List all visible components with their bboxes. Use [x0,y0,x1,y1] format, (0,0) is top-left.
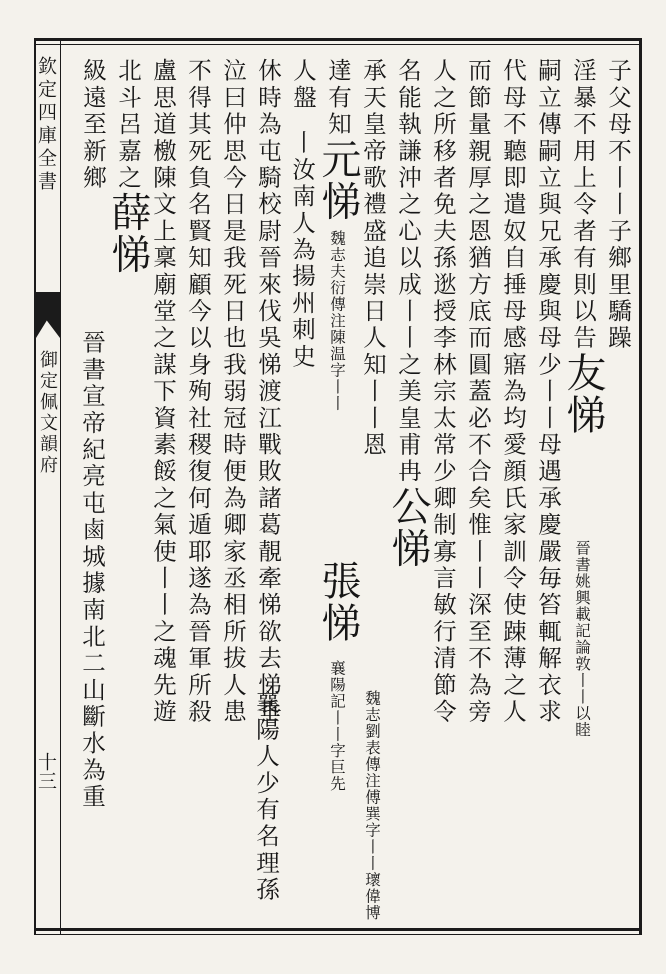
column-text: 休時為屯騎校尉晉來伐吳悌渡江戰敗諸葛靚牽悌欲去悌垂 [254,58,282,726]
annotation-text: 魏志夫衍傳注陳温字丨丨 [328,230,346,412]
column-text: 代母不聽即遣奴自捶母感寤為均愛顔氏家訓令使踈薄之人 [499,58,527,726]
frame-top-rule [34,38,642,41]
annotation-block [76,330,110,920]
entry-heading: 友悌 [560,351,606,436]
text-column-15 [105,58,151,918]
annotation-block [321,230,355,530]
entry-heading: 張悌 [315,560,361,644]
annotation-text: 晉書宣帝紀亮屯鹵城據南北二山斷水為重 [78,330,106,811]
text-column-13 [180,58,216,918]
annotation-block [566,540,600,920]
entry-heading: 元悌 [315,138,361,223]
column-text: 子父母不丨丨子鄉里驕躁 [604,58,632,352]
section-title: 御定佩文韻府 [37,350,58,476]
frame-right-rule [639,38,642,935]
column-text: 名能執謙沖之心以成丨丨之美皇甫冉 [394,58,422,486]
column-text: 人盤 [289,58,317,112]
column-text: 泣曰仲思今日是我死日也我弱冠時便為卿家丞相所拔人患 [219,58,247,726]
entry-heading: 薛悌 [105,191,151,276]
text-column-4 [495,58,531,918]
column-text: 嗣立傳嗣立與兄承慶與母少丨丨母遇承慶嚴毎笞輒解衣求 [534,58,562,726]
fish-tail-mark [36,292,60,338]
annotation-block [321,660,355,920]
column-text: 人之所移者免夫孫逖授李林宗太常少卿制寡言敏行清節令 [429,58,457,726]
text-column-1 [600,58,636,918]
frame-bottom-inner-rule [34,934,642,935]
margin-column-rule [60,38,61,935]
frame-bottom-rule [34,928,642,931]
annotation-text: 魏志劉表傳注傅巽字丨丨瓌偉博 [363,690,381,921]
column-text: 淫暴不用上令者有則以告 [569,58,597,352]
text-column-5 [460,58,496,918]
frame-top-inner-rule [34,44,642,45]
column-text: 達有知 [324,58,352,139]
column-text: 而節量親厚之恩猶方底而圓蓋必不合矣惟丨丨深至不為旁 [464,58,492,726]
annotation-block [250,690,284,920]
annotation-text: 襄陽記丨丨字巨先 [328,660,346,792]
column-text: 盧思道檄陳文上稟廟堂之謀下資素餒之氣使丨丨之魂先遊 [149,58,177,726]
entry-heading: 公悌 [385,485,431,570]
column-text: 不得其死負名賢知顧今以身殉社稷復何遁耶遂為晉軍所殺 [184,58,212,726]
book-title: 欽定四庫全書 [35,56,57,194]
annotation-text: 丨汝南人為揚州刺史 [288,130,316,371]
annotation-text: 晉書姚興載記論敦丨丨以睦 [573,540,591,738]
annotation-block [356,690,390,920]
column-text: 北斗呂嘉之 [114,58,142,192]
text-column-3 [530,58,566,918]
text-column-14 [145,58,181,918]
text-column-12 [215,58,251,918]
annotation-text: 襄陽人少有名理孫 [252,690,280,904]
folio-number: 十三 [35,752,57,790]
text-column-7 [385,58,431,918]
column-text: 承天皇帝歌禮盛追崇日人知丨丨恩 [359,58,387,459]
column-text: 級遠至新鄉 [79,58,107,192]
annotation-block [286,130,320,550]
